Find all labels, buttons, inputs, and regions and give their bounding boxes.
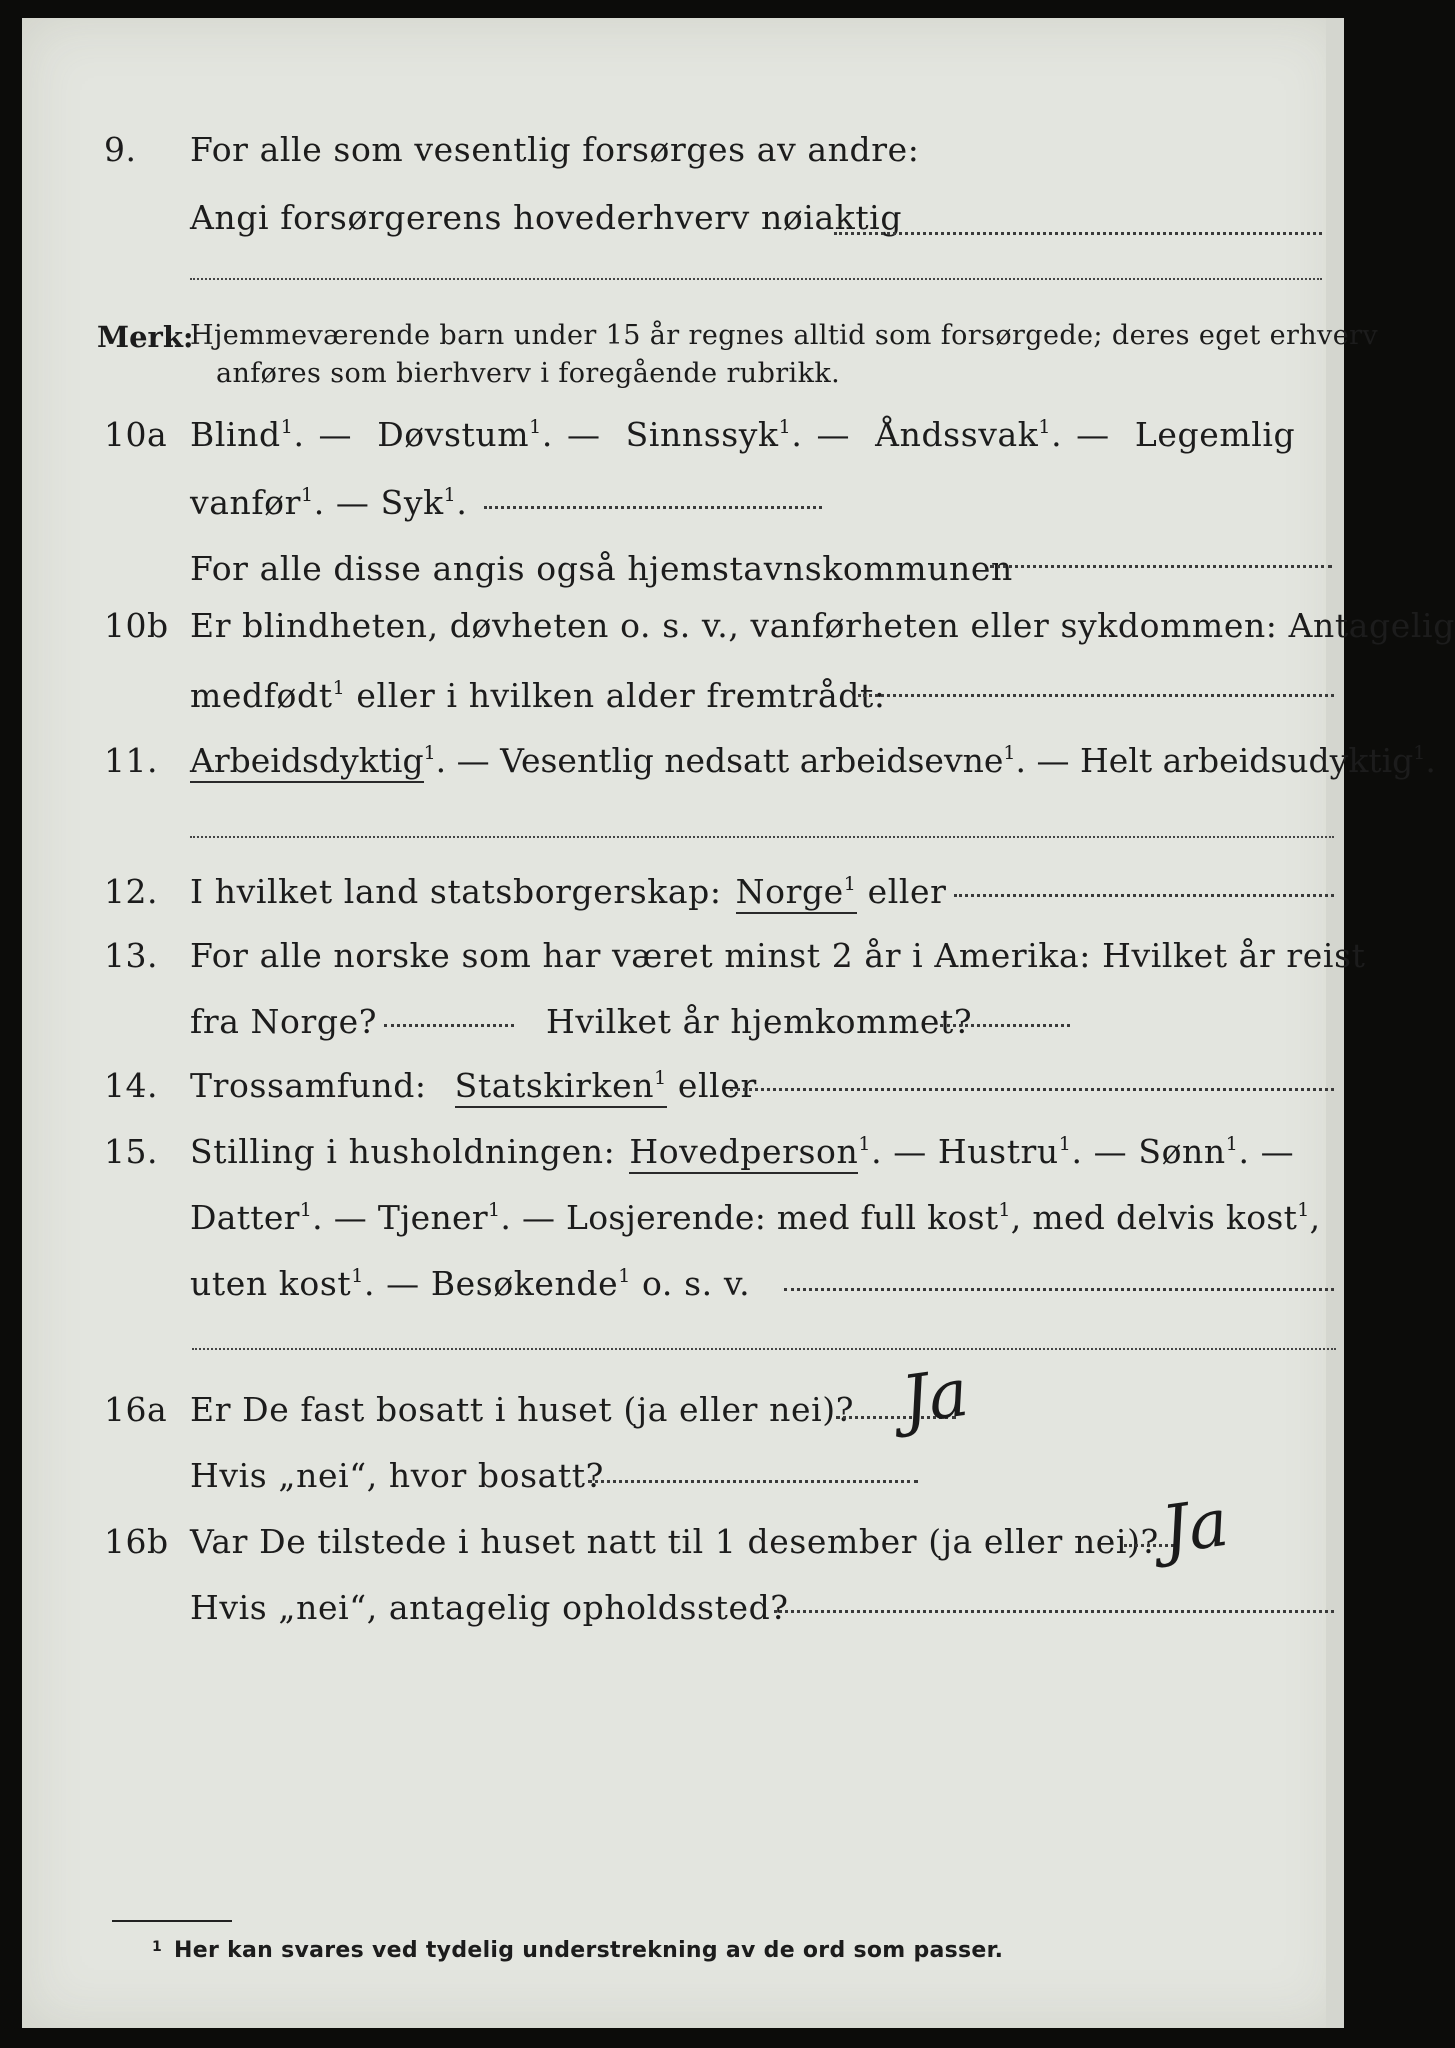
q13-hjemkommet-line[interactable] xyxy=(940,1024,1070,1027)
q11-line: Arbeidsdyktig$^1$. — Vesentlig nedsatt arbeidsevne$^1$. — Helt arbeidsudyktig$^1$. xyxy=(190,741,1436,780)
q10a-number: 10a xyxy=(104,415,168,454)
q16b-line2: Hvis „nei“, antagelig opholdssted? xyxy=(190,1588,789,1627)
opt-sinnssyk[interactable]: Sinnssyk xyxy=(625,415,779,454)
footnote-mark: 1 xyxy=(152,1939,163,1955)
merk-label: Merk: xyxy=(97,320,194,354)
q15-answer-line[interactable] xyxy=(784,1288,1334,1291)
q9-line2: Angi forsørgerens hovederhverv nøiaktig xyxy=(190,198,903,237)
opt-hovedperson[interactable]: Hovedperson xyxy=(629,1132,858,1174)
opt-tjener[interactable]: . — Tjener xyxy=(312,1198,488,1237)
q10b-line2: medfødt$^1$ eller i hvilken alder fremtrådt: xyxy=(190,676,886,715)
q16b-handwritten-answer: Ja xyxy=(1156,1483,1233,1570)
q9-answer-line-2[interactable] xyxy=(190,278,1322,280)
footnote-text: Her kan svares ved tydelig understrekning av de ord som passer. xyxy=(174,1938,1004,1963)
q13-line1: For alle norske som har været minst 2 år i Amerika: Hvilket år reist xyxy=(190,936,1366,975)
q15-line3: uten kost$^1$. — Besøkende$^1$ o. s. v. xyxy=(190,1264,751,1303)
q9-answer-line[interactable] xyxy=(834,232,1322,235)
footnote-rule xyxy=(112,1920,232,1922)
q13-reist-line[interactable] xyxy=(384,1024,514,1027)
q10a-kommune-line[interactable] xyxy=(990,565,1332,568)
q15-line1: Stilling i husholdningen: Hovedperson$^1$. — Hustru$^1$. — Sønn$^1$. — xyxy=(190,1132,1294,1171)
opt-datter[interactable]: Datter xyxy=(190,1198,300,1237)
q14-number: 14. xyxy=(104,1066,158,1105)
q16a-bosatt-line[interactable] xyxy=(588,1480,918,1483)
q11-number: 11. xyxy=(104,741,158,780)
opt-delvis-kost[interactable]: , med delvis kost xyxy=(1010,1198,1298,1237)
opt-statskirken[interactable]: Statskirken$^1$ xyxy=(455,1066,667,1108)
q9-line1: For alle som vesentlig forsørges av andre: xyxy=(190,130,920,169)
q11-answer-line[interactable] xyxy=(190,836,1334,838)
q16a-line1: Er De fast bosatt i huset (ja eller nei)? xyxy=(190,1390,854,1429)
opt-medfodt[interactable]: medfødt xyxy=(190,676,333,715)
opt-andssvak[interactable]: Åndssvak xyxy=(875,415,1039,454)
opt-dovstum[interactable]: Døvstum xyxy=(377,415,530,454)
q16b-number: 16b xyxy=(104,1522,169,1561)
q16a-handwritten-answer: Ja xyxy=(896,1353,973,1440)
opt-losjerende[interactable]: . — Losjerende: med full kost xyxy=(500,1198,999,1237)
opt-blind[interactable]: Blind xyxy=(190,415,281,454)
q10a-syk-line[interactable] xyxy=(484,506,822,509)
q10a-line2: vanfør$^1$. — Syk$^1$. xyxy=(190,483,468,522)
opt-syk[interactable]: Syk xyxy=(380,483,444,522)
census-form-page xyxy=(22,18,1455,2028)
q12-number: 12. xyxy=(104,872,158,911)
q12-line: I hvilket land statsborgerskap: Norge$^1$ eller xyxy=(190,872,947,911)
merk-line2: anføres som bierhverv i foregående rubrikk. xyxy=(216,358,841,389)
q10b-line1: Er blindheten, døvheten o. s. v., vanførheten eller sykdommen: Antagelig xyxy=(190,606,1455,645)
q13-number: 13. xyxy=(104,936,158,975)
q15-line2: Datter$^1$. — Tjener$^1$. — Losjerende: med full kost$^1$, med delvis kost$^1$, xyxy=(190,1198,1321,1237)
opt-nedsatt[interactable]: Vesentlig nedsatt arbeidsevne xyxy=(500,741,1004,780)
q10a-line1: Blind$^1$. — Døvstum$^1$. — Sinnssyk$^1$. — Åndssvak$^1$. — Legemlig xyxy=(190,415,1296,454)
q9-number: 9. xyxy=(104,130,137,169)
opt-udyktig[interactable]: Helt arbeidsudyktig xyxy=(1079,741,1414,780)
opt-norge[interactable]: Norge$^1$ xyxy=(736,872,857,914)
q15-answer-line-2[interactable] xyxy=(192,1348,1336,1350)
q14-answer-line[interactable] xyxy=(730,1088,1334,1091)
q14-line: Trossamfund: Statskirken$^1$ eller xyxy=(190,1066,757,1105)
merk-line1: Hjemmeværende barn under 15 år regnes alltid som forsørgede; deres eget erhverv xyxy=(190,320,1379,351)
q16b-opholdssted-line[interactable] xyxy=(774,1610,1334,1613)
opt-sonn[interactable]: . — Sønn xyxy=(1071,1132,1226,1171)
opt-arbeidsdyktig[interactable]: Arbeidsdyktig xyxy=(190,741,424,783)
opt-uten-kost[interactable]: uten kost xyxy=(190,1264,352,1303)
q12-answer-line[interactable] xyxy=(954,894,1334,897)
q16a-number: 16a xyxy=(104,1390,168,1429)
q10a-line3: For alle disse angis også hjemstavnskommunen xyxy=(190,549,1013,588)
opt-hustru[interactable]: . — Hustru xyxy=(871,1132,1059,1171)
q10b-alder-line[interactable] xyxy=(858,694,1334,697)
q16b-line1: Var De tilstede i huset natt til 1 desember (ja eller nei)? xyxy=(190,1522,1159,1561)
q10b-number: 10b xyxy=(104,606,169,645)
q15-number: 15. xyxy=(104,1132,158,1171)
opt-besokende[interactable]: . — Besøkende xyxy=(363,1264,619,1303)
opt-vanfor[interactable]: vanfør xyxy=(190,483,302,522)
opt-legemlig[interactable]: Legemlig xyxy=(1134,415,1296,454)
q16a-line2: Hvis „nei“, hvor bosatt? xyxy=(190,1456,604,1495)
footnote xyxy=(152,1938,1003,1963)
q13-line2b: Hvilket år hjemkommet? xyxy=(546,1002,973,1041)
q13-line2a: fra Norge? xyxy=(190,1002,378,1041)
